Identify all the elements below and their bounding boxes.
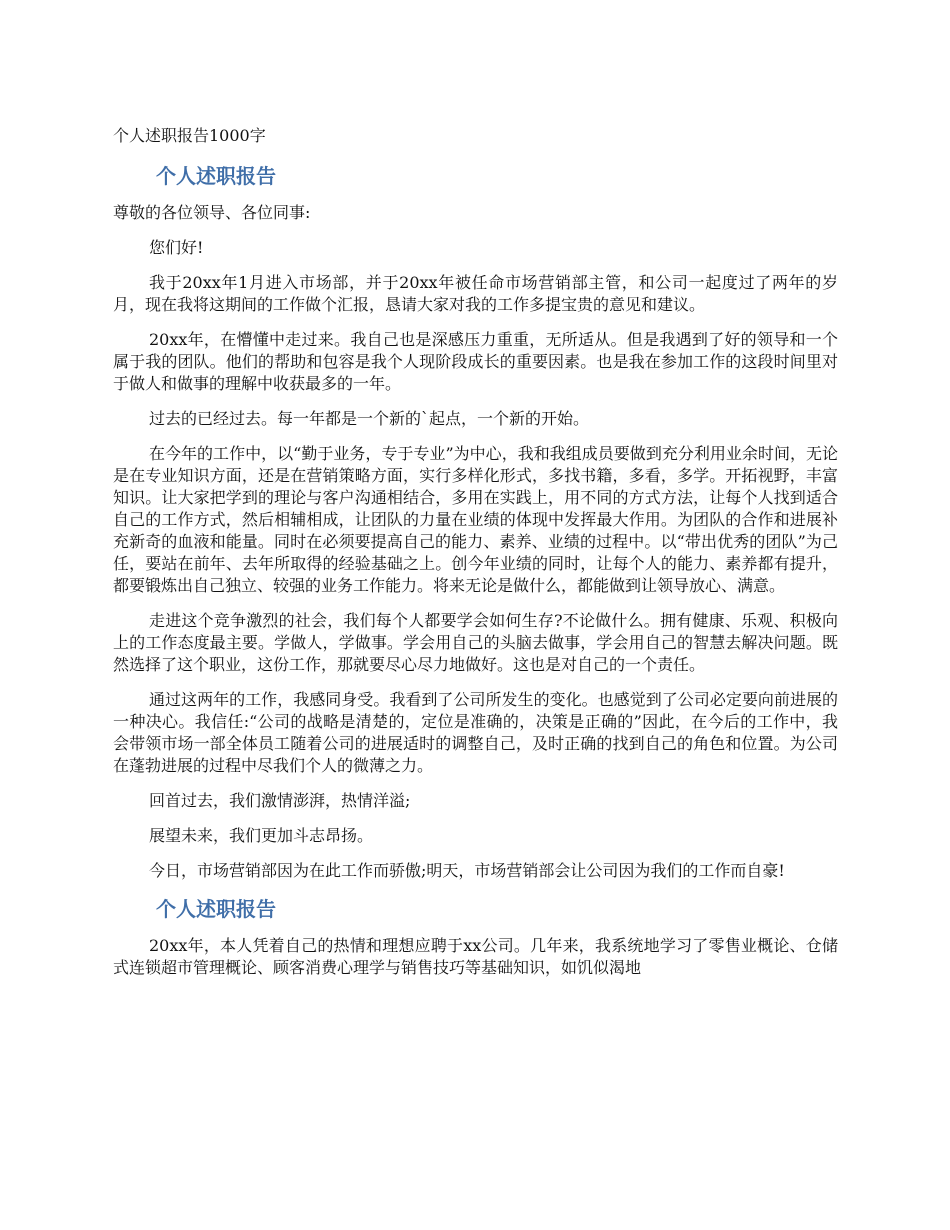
paragraph: 过去的已经过去。每一年都是一个新的`起点，一个新的开始。: [149, 409, 590, 428]
paragraph: 今日，市场营销部因为在此工作而骄傲;明天，市场营销部会让公司因为我们的工作而自豪!: [149, 861, 785, 880]
paragraph: 在今年的工作中，以“勤于业务，专于专业”为中心，我和我组成员要做到充分利用业余时间，无论是在专业知识方面，还是在营销策略方面，实行多样化形式，多找书籍，多看，多学。开拓视野，丰富知识。让大家把学到的理论与客户沟通相结合，多用在实践上，用不同的方式方法，让每个人找到适合自己的工作方式，然后相辅相成，让团队的力量在业绩的体现中发挥最大作用。为团队的合作和进展补充新奇的血液和能量。同时在必须要提高自己的能力、素养、业绩的过程中。以“带出优秀的团队”为己任，要站在前年、去年所取得的经验基础之上。创今年业绩的同时，让每个人的能力、素养都有提升，都要锻炼出自己独立、较强的业务工作能力。将来无论是做什么，都能做到让领导放心、满意。: [113, 444, 838, 595]
paragraph: 20xx年，本人凭着自己的热情和理想应聘于xx公司。几年来，我系统地学习了零售业概论、仓储式连锁超市管理概论、顾客消费心理学与销售技巧等基础知识，如饥似渴地: [113, 936, 838, 977]
paragraph: 您们好!: [149, 238, 204, 257]
paragraph: 通过这两年的工作，我感同身受。我看到了公司所发生的变化。也感觉到了公司必定要向前进展的一种决心。我信任:“公司的战略是清楚的，定位是准确的，决策是正确的”因此，在今后的工作中，我会带领市场一部全体员工随着公司的进展适时的调整自己，及时正确的找到自己的角色和位置。为公司在蓬勃进展的过程中尽我们个人的微薄之力。: [113, 690, 838, 775]
paragraph: 我于20xx年1月进入市场部，并于20xx年被任命市场营销部主管，和公司一起度过了两年的岁月，现在我将这期间的工作做个汇报，恳请大家对我的工作多提宝贵的意见和建议。: [113, 273, 838, 314]
paragraph: 回首过去，我们激情澎湃，热情洋溢;: [149, 791, 411, 810]
section-heading-2: 个人述职报告: [156, 897, 276, 921]
paragraph: 走进这个竞争激烈的社会，我们每个人都要学会如何生存?不论做什么。拥有健康、乐观、积极向上的工作态度最主要。学做人，学做事。学会用自己的头脑去做事，学会用自己的智慧去解决问题。既然选择了这个职业，这份工作，那就要尽心尽力地做好。这也是对自己的一个责任。: [113, 611, 838, 674]
paragraph: 展望未来，我们更加斗志昂扬。: [149, 826, 374, 845]
paragraph: 20xx年，在懵懂中走过来。我自己也是深感压力重重，无所适从。但是我遇到了好的领导和一个属于我的团队。他们的帮助和包容是我个人现阶段成长的重要因素。也是我在参加工作的这段时间里对于做人和做事的理解中收获最多的一年。: [113, 330, 838, 393]
salutation: 尊敬的各位领导、各位同事:: [113, 203, 311, 222]
document-title: 个人述职报告1000字: [113, 126, 266, 145]
section-heading-1: 个人述职报告: [156, 164, 276, 188]
